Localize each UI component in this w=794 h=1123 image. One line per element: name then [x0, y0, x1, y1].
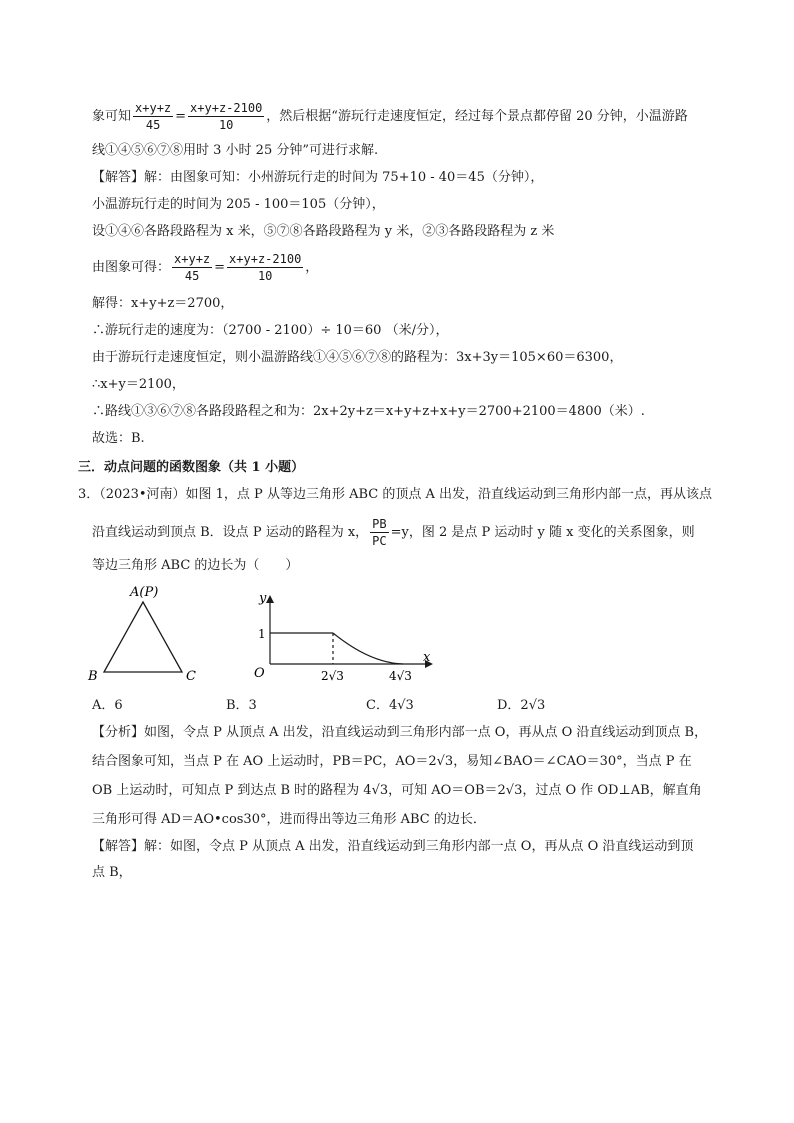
text-line: 【解答】解：由图象可知：小州游玩行走的时间为 75+10 - 40＝45（分钟），	[92, 170, 544, 185]
text: ，	[305, 260, 319, 275]
option-a: A．6	[92, 698, 123, 713]
equals-sign: =	[214, 260, 226, 275]
text-line: 设①④⑥各路段路程为 x 米，⑤⑦⑧各路段路程为 y 米，②③各路段路程为 z 米	[92, 224, 555, 239]
fraction	[370, 516, 388, 549]
question-text	[92, 516, 695, 549]
fraction	[227, 251, 303, 284]
x-axis-label: x	[423, 650, 431, 665]
analysis-text: 结合图象可知，当点 P 在 AO 上运动时，PB＝PC，AO＝2√3，易知∠BAO＝∠CAO＝30°，当点 P 在	[92, 754, 692, 769]
text-line: 故选：B.	[92, 431, 145, 446]
section-heading: 三．动点问题的函数图象（共 1 小题）	[78, 460, 305, 475]
origin-label: O	[254, 666, 265, 681]
vertex-label-c: C	[186, 669, 196, 684]
analysis-text: 三角形可得 AD＝AO•cos30°，进而得出等边三角形 ABC 的边长．	[92, 812, 486, 827]
numerator: x+y+z	[174, 252, 211, 266]
text: 象可知	[92, 109, 132, 124]
text: 沿直线运动到顶点 B．设点 P 运动的路程为 x，	[92, 525, 369, 540]
denominator: 10	[257, 269, 273, 283]
decreasing-curve	[333, 633, 403, 664]
text-line: 线①④⑤⑥⑦⑧用时 3 小时 25 分钟”可进行求解.	[92, 143, 379, 158]
question-text: 等边三角形 ABC 的边长为（ ）	[92, 558, 299, 573]
solution-text: 点 B，	[92, 865, 132, 880]
text-line: 解得：x+y+z＝2700，	[92, 296, 234, 311]
x-tick-label-1: 2√3	[321, 669, 344, 683]
fraction	[172, 251, 212, 284]
triangle-abc	[104, 602, 182, 672]
y-axis-arrow	[266, 595, 274, 603]
numerator: x+y+z-2100	[190, 101, 263, 115]
numerator: x+y+z	[135, 101, 172, 115]
text: ，然后根据“游玩行走速度恒定，经过每个景点都停留 20 分钟，小温游路	[266, 109, 688, 124]
option-c: C．4√3	[366, 698, 414, 713]
numerator: PB	[372, 517, 387, 531]
x-tick-label-2: 4√3	[389, 669, 412, 683]
option-b: B．3	[226, 698, 257, 713]
triangle-figure	[86, 580, 216, 690]
text-line: 小温游玩行走的时间为 205 - 100＝105（分钟），	[92, 197, 385, 212]
text-line: ∴x+y＝2100，	[92, 377, 185, 392]
solution-text: 【解答】解：如图，令点 P 从顶点 A 出发，沿直线运动到三角形内部一点 O，再从点 O 沿直线运动到顶	[92, 839, 694, 854]
fraction	[188, 100, 264, 133]
text-line: 由于游玩行走速度恒定，则小温游路线①④⑤⑥⑦⑧的路程为：3x+3y＝105×60＝6300，	[92, 350, 623, 365]
question-text: 3．（2023•河南）如图 1，点 P 从等边三角形 ABC 的顶点 A 出发，沿直线运动到三角形内部一点，再从该点	[78, 487, 712, 502]
analysis-text: OB 上运动时，可知点 P 到达点 B 时的路程为 4√3，可知 AO＝OB＝2√3，过点 O 作 OD⊥AB，解直角	[92, 783, 702, 798]
vertex-label-a: A(P)	[130, 585, 159, 600]
text: 由图象可得：	[92, 260, 171, 275]
y-tick-label: 1	[258, 627, 266, 641]
numerator: x+y+z-2100	[229, 252, 302, 266]
analysis-text: 【分析】如图，令点 P 从顶点 A 出发，沿直线运动到三角形内部一点 O，再从点 O 沿直线运动到顶点 B，	[92, 725, 708, 740]
denominator: 45	[184, 269, 200, 283]
vertex-label-b: B	[88, 669, 98, 684]
text: =y，图 2 是点 P 运动时 y 随 x 变化的关系图象，则	[390, 525, 695, 540]
y-axis-label: y	[259, 591, 267, 606]
denominator: PC	[372, 534, 387, 548]
denominator: 45	[145, 118, 161, 132]
fraction	[133, 100, 173, 133]
equals-sign: =	[175, 109, 187, 124]
text-line	[92, 100, 688, 133]
option-d: D．2√3	[497, 698, 546, 713]
function-graph	[240, 585, 440, 690]
text-line	[92, 251, 318, 284]
text-line: ∴路线①③⑥⑦⑧各路段路程之和为：2x+2y+z＝x+y+z+x+y＝2700+2100＝4800（米）.	[92, 404, 645, 419]
denominator: 10	[218, 118, 234, 132]
text-line: ∴游玩行走的速度为：（2700 - 2100）÷ 10＝60 （米/分），	[92, 323, 449, 338]
